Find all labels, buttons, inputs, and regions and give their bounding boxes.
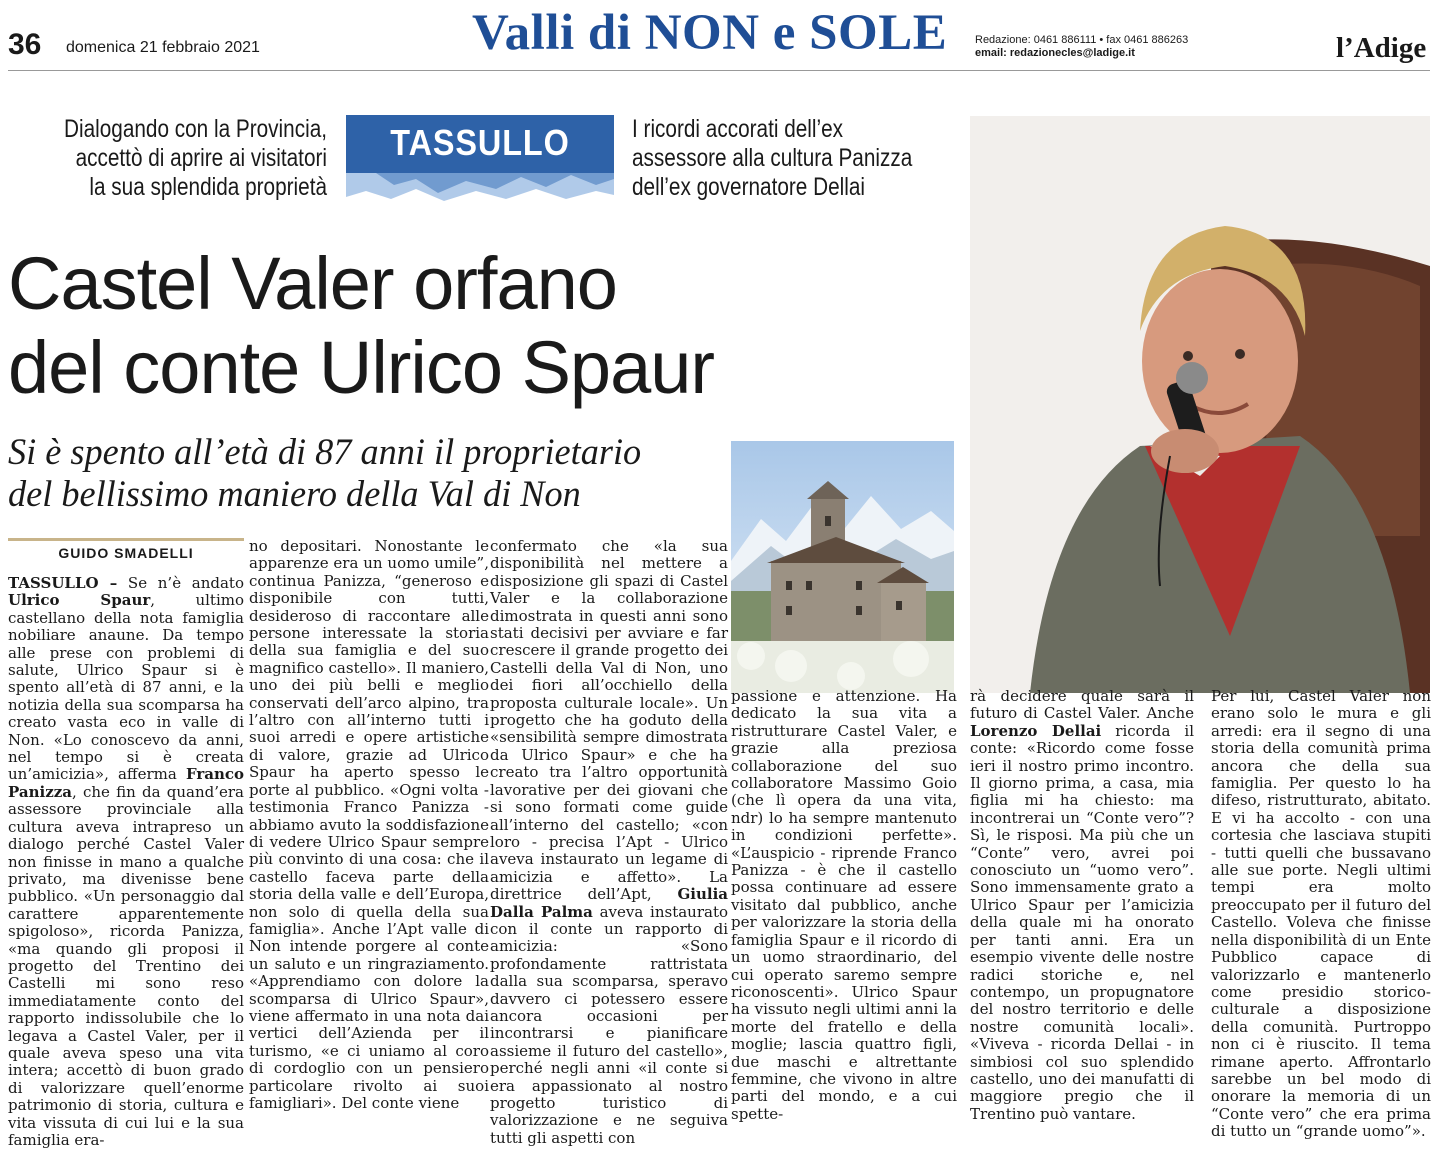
person-name: Ulrico Spaur <box>8 591 151 610</box>
kicker-right: I ricordi accorati dell’ex assessore alla cultura Panizza dell’ex governatore Dellai <box>632 115 913 201</box>
byline: GUIDO SMADELLI <box>58 545 194 561</box>
subhead-line-1: Si è spento all’età di 87 anni il proprietario <box>8 432 642 473</box>
contact-email: email: redazionecles@ladige.it <box>975 47 1135 59</box>
portrait-photo <box>970 116 1430 693</box>
issue-date: domenica 21 febbraio 2021 <box>66 39 260 56</box>
header-divider <box>8 70 1430 71</box>
text-run: ricorda il conte: «Ricordo come fosse ieri il nostro primo incontro. Il giorno prima, a casa, mia figlia mi ha chiesto: ma incontrerai un “Conte vero”? Sì, le risposi. Ma più che un “Conte” vero, avrei poi conosciuto un “uomo vero”. Sono immensamente grato a Ulrico Spaur per l’amicizia della quale mi ha onorato per tanti anni. Era un esempio vivente delle nostre radici storiche e, nel contempo, un propugnatore del nostro territorio e delle nostre comunità locali». «Viveva - ricorda Dellai - in simbiosi col suo splendido castello, uno dei manufatti di maggiore pregio che il Trentino può vantare. <box>970 721 1195 1123</box>
article-column-3 <box>490 538 728 1147</box>
headline-line-2: del conte Ulrico Spaur <box>8 326 715 409</box>
headline <box>8 242 714 410</box>
text-run: , ultimo castellano della nota famiglia nobiliare anaune. Da tempo alle prese con problemi di salute, Ulrico Spaur si è spento all’età di 87 anni, e la notizia della sua scomparsa ha creato vasta eco in valle di Non. «Lo conoscevo da anni, nel tempo si è creata un’amicizia», afferma <box>8 591 245 784</box>
byline-rule <box>8 538 244 541</box>
text-run: rà decidere quale sarà il futuro di Castel Valer. Anche <box>970 687 1194 723</box>
section-title: Valli di NON e SOLE <box>472 5 948 61</box>
article-column-6: Per lui, Castel Valer non erano solo le mura e gli arredi: era il segno di una storia della comunità prima ancora che della sua famiglia. Per questo lo ha difeso, ristrutturato, abitato. E vi ha accolto - con una cortesia che lasciava stupiti - tutti quelli che bussavano alle sue porte. Negli ultimi tempi era molto preoccupato per il futuro del Castello. Voleva che finisse nella disponibilità di un Ente Pubblico capace di valorizzarlo e mantenerlo come presidio storico-culturale a disposizione della comunità. Purtroppo non ci è riuscito. Il tema rimane aperto. Affrontarlo sarebbe un bel modo di onorare la memoria di un “Conte vero” che era prima di tutto un “grande uomo”». <box>1211 687 1431 1141</box>
person-name: Lorenzo Dellai <box>970 721 1102 740</box>
contact-phone: Redazione: 0461 886111 • fax 0461 886263 <box>975 34 1189 46</box>
person-name: Giulia Dalla Palma <box>490 885 728 921</box>
dateline: TASSULLO – <box>8 574 118 592</box>
kicker-left: Dialogando con la Provincia, accettò di aprire ai visitatori la sua splendida proprietà <box>64 115 327 201</box>
article-column-2: no depositari. Nonostante le apparenze era un uomo umile”, continua Panizza, “generoso e disponibile con tutti, desideroso di raccontare alle persone interessate la storia della sua famiglia e del suo magnifico castello». Il maniero, uno dei più belli e meglio conservati dell’arco alpino, tra l’altro con all’interno tutti i suoi arredi e opere artistiche di valore, grazie ad Ulrico Spaur ha aperto spesso le porte al pubblico. «Ogni volta - testimonia Franco Panizza - abbiamo avuto la soddisfazione di vedere Ulrico Spaur sempre più convinto di una cosa: che il castello faceva parte della storia della valle e dell’Europa, non solo di quella della sua famiglia». Anche l’Apt valle di Non intende porgere al conte un saluto e un ringraziamento. «Apprendiamo con dolore la scomparsa di Ulrico Spaur», viene affermato in una nota dai vertici dell’Azienda per il turismo, «e ci uniamo al coro di cordoglio con un pensiero particolare rivolto ai suoi famigliari». Del conte viene <box>249 537 489 1112</box>
contact-info <box>975 34 1188 60</box>
page-number: 36 <box>8 28 42 61</box>
headline-line-1: Castel Valer orfano <box>8 242 617 325</box>
text-run: , che fin da quand’era assessore provinciale alla cultura aveva intrapreso un dialogo perché Castel Valer non finisse in mano a qualche privato, ma divenisse bene pubblico. «Un personaggio dal carattere apparentemente spigoloso», ricorda Panizza, «ma quando gli proposi il progetto del Trentino dei Castelli mi sono reso immediatamente conto del rapporto indissolubile che lo legava a Castel Valer, per il quale aveva speso una vita intera; accettò di buon grado di valorizzare quell’enorme patrimonio di storia, cultura e vita vissuta di cui lui e la sua famiglia era- <box>8 782 244 1149</box>
text-run: confermato che «la sua disponibilità nel mettere a disposizione gli spazi di Castel Valer e la collaborazione dimostrata in questi anni sono stati decisivi per avviare e far crescere il grande progetto dei Castelli della Val di Non, uno dei fiori all’occhiello della proposta culturale locale». Un progetto che ha goduto della «sensibilità sempre dimostrata da Ulrico Spaur» e che ha creato tra l’altro opportunità lavorative per dei giovani che si sono formati come guide all’interno del castello; «con loro - precisa l’Apt - Ulrico aveva instaurato un legame di amicizia e affetto». La direttrice dell’Apt, <box>490 537 728 904</box>
text-run: Se n’è andato <box>117 574 244 592</box>
tag-label: TASSULLO <box>390 122 570 163</box>
article-column-4: passione e attenzione. Ha dedicato la sua vita a ristrutturare Castel Valer, e grazie alla preziosa collaborazione del suo collaboratore Massimo Goio (che lì opera da una vita, ndr) lo ha sempre mantenuto in condizioni perfette». «L’auspicio - riprende Franco Panizza - è che il castello possa continuare ad essere visitato dal pubblico, anche per valorizzare la storia della famiglia Spaur e il ricordo di un uomo straordinario, del cui operato saremo sempre riconoscenti». Ulrico Spaur ha vissuto negli ultimi anni la morte del fratello e della moglie; lascia quattro figli, due maschi e altrettante femmine, che vivono in altre parti del mondo, e a cui spette- <box>731 687 957 1123</box>
person-name: Franco Panizza <box>8 765 244 801</box>
text-run: aveva instaurato con il conte un rapporto di amicizia: «Sono profondamente rattristata dalla sua scomparsa, speravo davvero ci potessero essere ancora occasioni per incontrarsi e pianificare assieme il futuro del castello», perché negli anni «il conte si era appassionato al nostro progetto turistico di valorizzazione e ne seguiva tutti gli aspetti con <box>490 902 728 1147</box>
subhead-line-2: del bellissimo maniero della Val di Non <box>8 474 581 515</box>
article-column-5 <box>970 688 1194 1123</box>
article-column-1 <box>8 575 244 1149</box>
newspaper-logo: l’Adige <box>1336 32 1427 64</box>
subheadline <box>8 432 641 516</box>
location-tag <box>346 115 614 203</box>
castle-photo <box>731 441 954 693</box>
